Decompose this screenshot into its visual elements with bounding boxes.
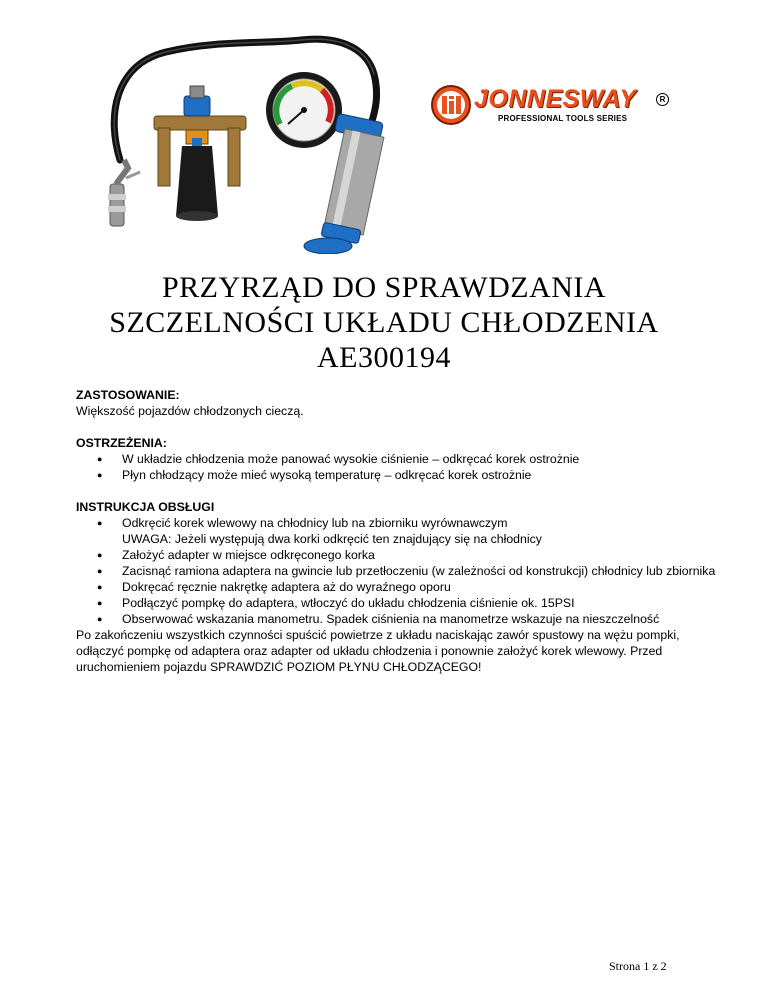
page-number: Strona 1 z 2: [609, 959, 667, 973]
product-image: [96, 34, 396, 254]
list-item: [76, 451, 716, 467]
application-text: Większość pojazdów chłodzonych cieczą.: [76, 404, 304, 418]
list-item: [76, 579, 716, 595]
bullet-icon: ●: [97, 582, 103, 592]
list-item-text: Podłączyć pompkę do adaptera, wtłoczyć do układu chłodzenia ciśnienie ok. 15PSI: [122, 596, 575, 610]
quick-coupler: [108, 160, 140, 226]
title-line-2: SZCZELNOŚCI UKŁADU CHŁODZENIA: [109, 306, 659, 339]
warnings-heading: OSTRZEŻENIA:: [76, 436, 167, 450]
bullet-icon: ●: [97, 518, 103, 528]
bullet-icon: ●: [97, 614, 103, 624]
title-line-1: PRZYRZĄD DO SPRAWDZANIA: [161, 271, 607, 304]
list-item: [76, 595, 716, 611]
list-item-text: Płyn chłodzący może mieć wysoką temperaturę – odkręcać korek ostrożnie: [122, 468, 532, 482]
bullet-icon: ●: [97, 454, 103, 464]
bullet-icon: ●: [97, 598, 103, 608]
brand-logo: [430, 84, 670, 128]
list-item-text: Założyć adapter w miejsce odkręconego korka: [122, 548, 375, 562]
jonnesway-logo-emblem-icon: [430, 84, 472, 126]
instructions-list-continued: [76, 547, 716, 627]
document-title: [0, 270, 768, 375]
document-body: [76, 387, 716, 675]
list-item-text: Zacisnąć ramiona adaptera na gwincie lub przetłoczeniu (w zależności od konstrukcji) chłodnicy lub zbiornika: [122, 564, 716, 578]
list-item-text: Odkręcić korek wlewowy na chłodnicy lub na zbiorniku wyrównawczym: [122, 516, 508, 530]
adapter: [154, 86, 246, 221]
list-item: [76, 547, 716, 563]
warnings-list: [76, 451, 716, 483]
instructions-note: UWAGA: Jeżeli występują dwa korki odkręcić ten znajdujący się na chłodnicy: [122, 532, 542, 546]
list-item: [76, 515, 716, 531]
instructions-list: [76, 515, 716, 531]
bullet-icon: ●: [97, 470, 103, 480]
bullet-icon: ●: [97, 550, 103, 560]
application-heading: ZASTOSOWANIE:: [76, 388, 180, 402]
list-item: [76, 467, 716, 483]
instructions-heading: INSTRUKCJA OBSŁUGI: [76, 500, 215, 514]
brand-name: JONNESWAY: [474, 85, 637, 113]
list-item: [76, 611, 716, 627]
list-item: [76, 563, 716, 579]
bullet-icon: ●: [97, 566, 103, 576]
list-item-text: W układzie chłodzenia może panować wysokie ciśnienie – odkręcać korek ostrożnie: [122, 452, 580, 466]
instructions-closing: Po zakończeniu wszystkich czynności spuścić powietrze z układu naciskając zawór spustowy na wężu pompki, odłączyć pompkę od adaptera oraz adapter od układu chłodzenia i ponownie założyć korek wlewowy. Przed uruchomieniem pojazdu SPRAWDZIĆ POZIOM PŁYNU CHŁODZĄCEGO!: [76, 628, 680, 674]
brand-series: PROFESSIONAL TOOLS SERIES: [498, 114, 628, 123]
title-line-3: AE300194: [317, 341, 451, 374]
registered-mark: R: [656, 93, 669, 106]
list-item-text: Dokręcać ręcznie nakrętkę adaptera aż do wyraźnego oporu: [122, 580, 451, 594]
list-item-text: Obserwować wskazania manometru. Spadek ciśnienia na manometrze wskazuje na nieszczelność: [122, 612, 660, 626]
pressure-gauge: [266, 72, 342, 148]
